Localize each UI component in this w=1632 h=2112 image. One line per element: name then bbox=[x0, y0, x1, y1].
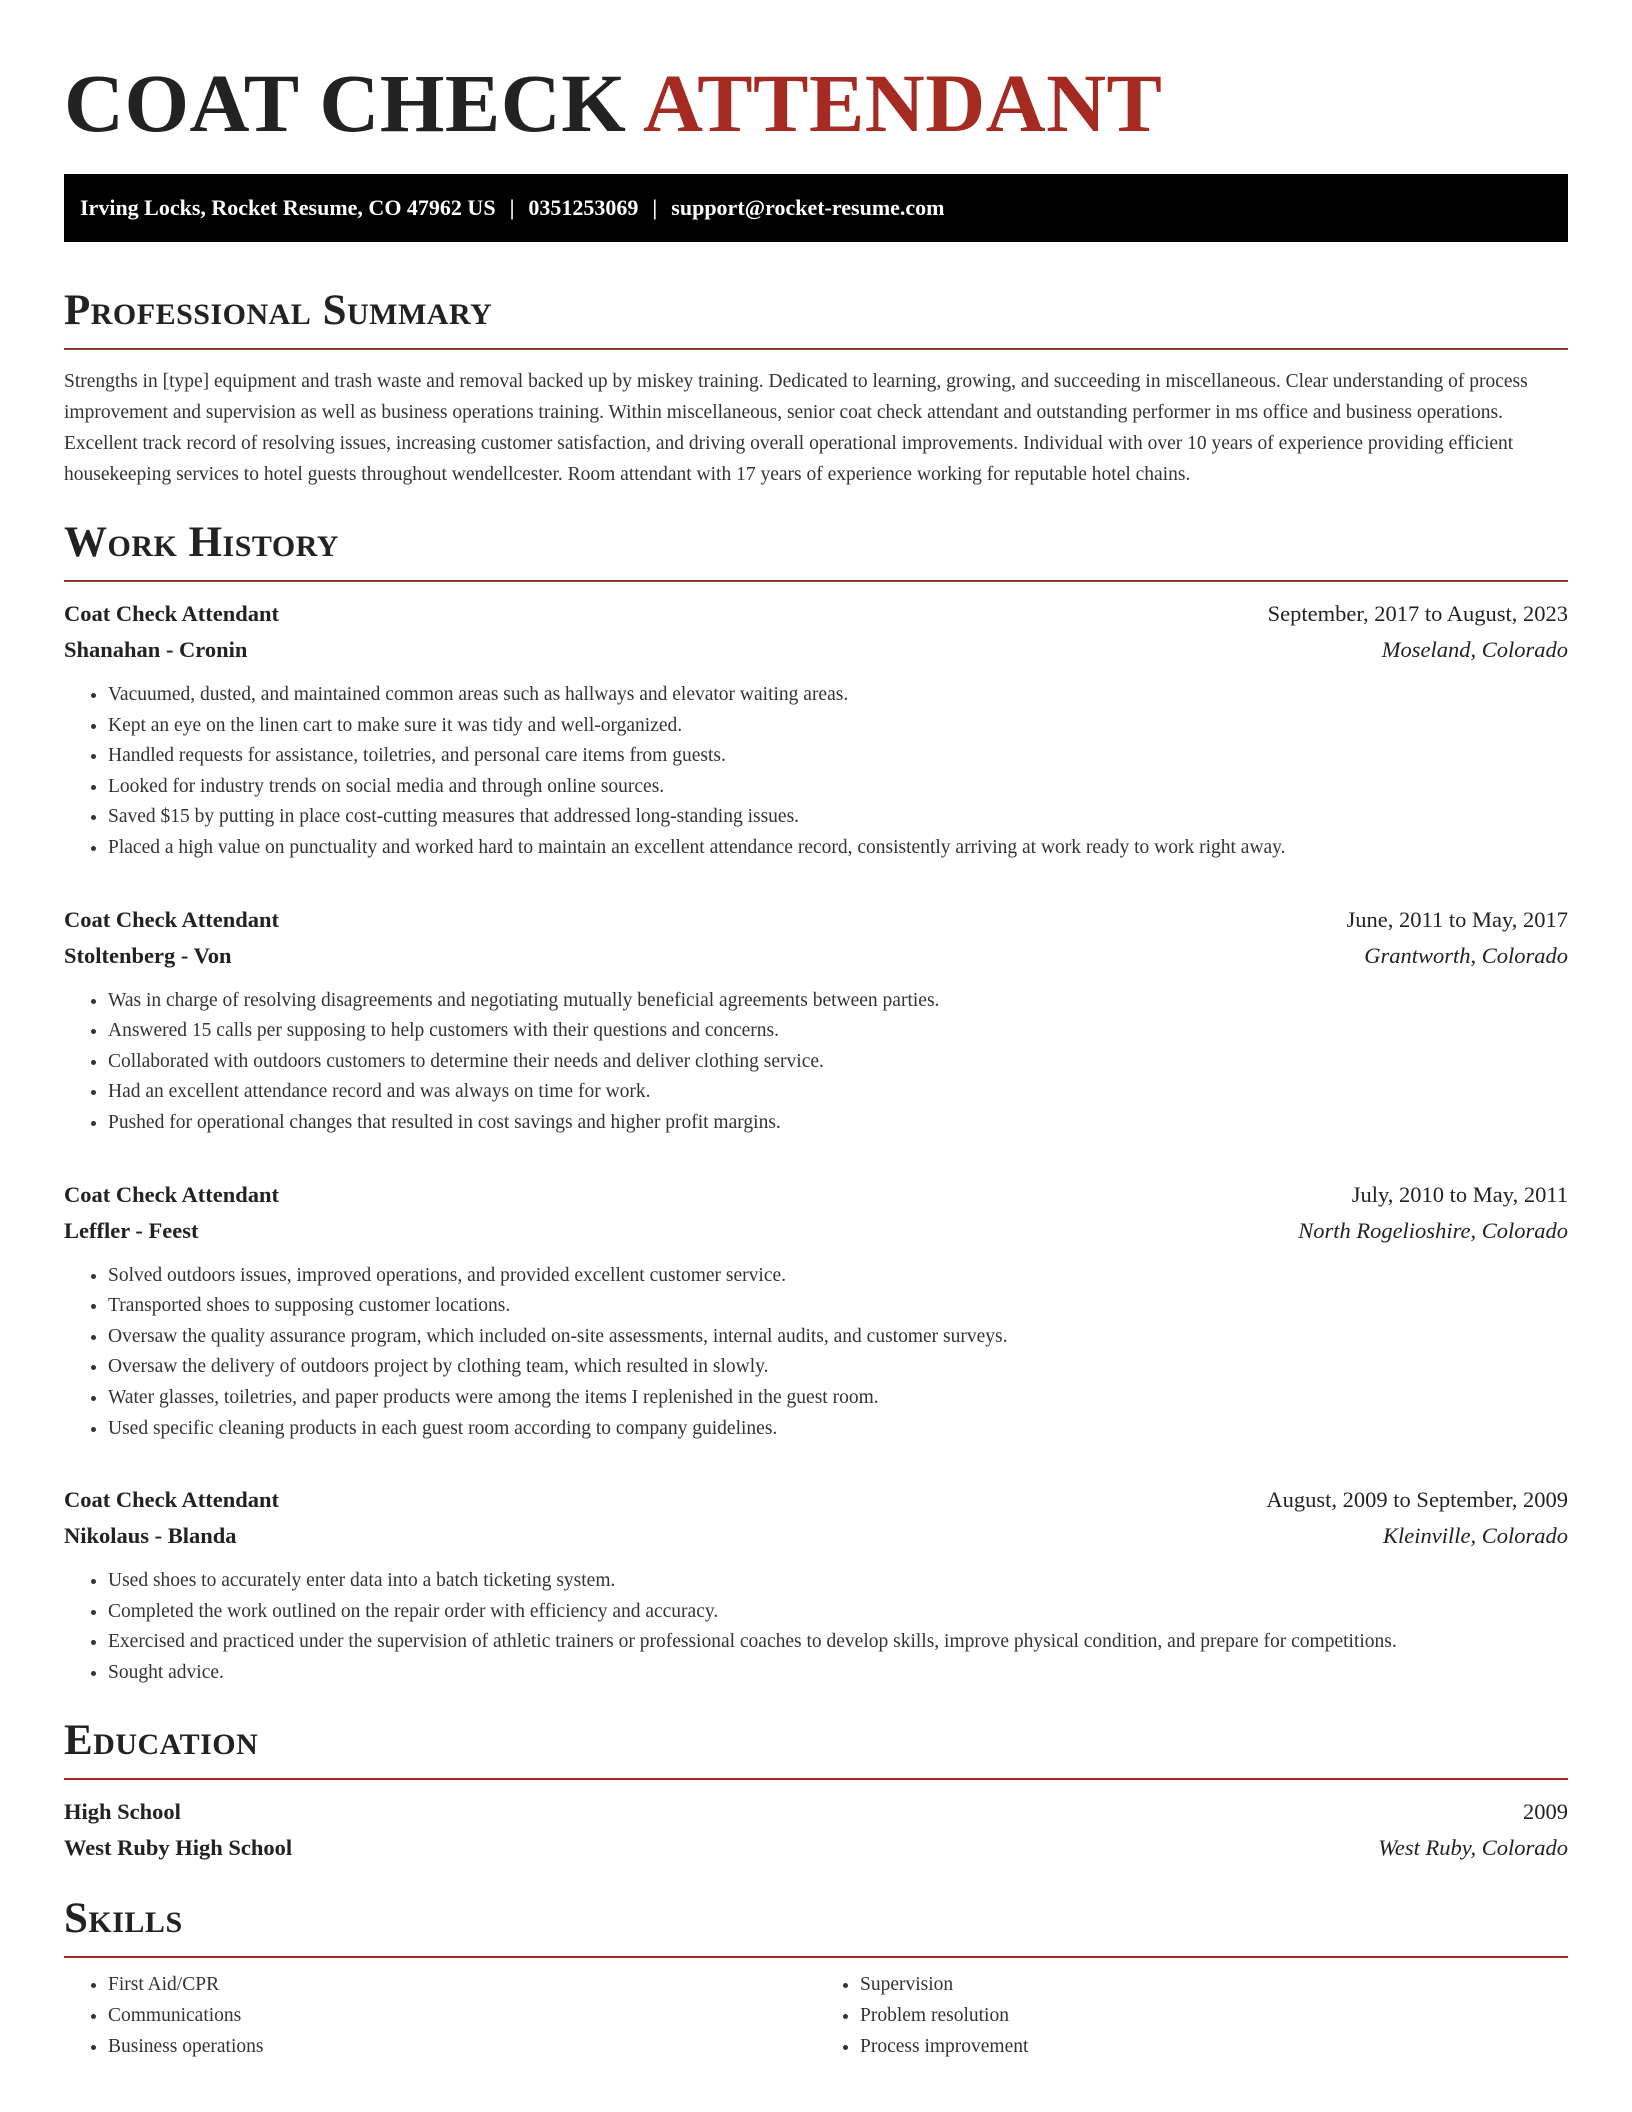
job-entry bbox=[64, 902, 1568, 1139]
job-dates: August, 2009 to September, 2009 bbox=[1266, 1487, 1568, 1513]
job-entry bbox=[64, 596, 1568, 864]
job-title: Coat Check Attendant bbox=[64, 906, 280, 932]
job-dates: July, 2010 to May, 2011 bbox=[1351, 1181, 1568, 1207]
contact-bar bbox=[64, 174, 1568, 242]
duty-item: • Looked for industry trends on social media and through online sources. bbox=[108, 772, 1568, 803]
job-duties bbox=[64, 1566, 1568, 1688]
job-location: Grantworth, Colorado bbox=[1364, 942, 1568, 968]
duty-item: • Completed the work outlined on the repair order with efficiency and accuracy. bbox=[108, 1597, 1568, 1628]
education-heading: Education bbox=[64, 1717, 259, 1765]
duty-item: • Oversaw the quality assurance program, which included on-site assessments, internal audits, and customer surveys. bbox=[108, 1322, 1568, 1353]
job-dates: September, 2017 to August, 2023 bbox=[1267, 601, 1568, 626]
skill-item: • Problem resolution bbox=[860, 2001, 1568, 2032]
section-divider bbox=[64, 1956, 1568, 1958]
resume-title bbox=[64, 56, 1568, 150]
duty-item: • Saved $15 by putting in place cost-cutting measures that addressed long-standing issues. bbox=[108, 802, 1568, 833]
summary-section bbox=[64, 286, 1568, 490]
skill-item: • First Aid/CPR bbox=[108, 1970, 816, 2001]
skill-item: • Business operations bbox=[108, 2032, 816, 2063]
duty-item: • Used shoes to accurately enter data into a batch ticketing system. bbox=[108, 1566, 1568, 1597]
job-location: North Rogelioshire, Colorado bbox=[1298, 1217, 1568, 1243]
skills-section bbox=[64, 1894, 1568, 2062]
skills-columns bbox=[64, 1970, 1568, 2062]
duty-item: • Pushed for operational changes that resulted in cost savings and higher profit margins. bbox=[108, 1108, 1568, 1139]
education-year: 2009 bbox=[1523, 1799, 1568, 1825]
education-location: West Ruby, Colorado bbox=[1378, 1835, 1568, 1861]
contact-separator: | bbox=[509, 195, 515, 220]
duty-item: • Used specific cleaning products in each guest room according to company guidelines. bbox=[108, 1414, 1568, 1445]
contact-phone: 0351253069 bbox=[528, 195, 639, 220]
job-company: Shanahan - Cronin bbox=[64, 637, 248, 662]
summary-text: Strengths in [type] equipment and trash waste and removal backed up by miskey training. Dedicated to learning, growing, and succeeding in miscellaneous. Clear understanding of process improvement and supervision as well as business operations training. Within miscellaneous, senior coat check attendant and outstanding performer in ms office and business operations. Excellent track record of resolving issues, increasing customer satisfaction, and driving overall operational improvements. Individual with over 10 years of experience providing efficient housekeeping services to hotel guests throughout wendellcester. Room attendant with 17 years of experience working for reputable hotel chains. bbox=[64, 371, 1528, 485]
job-entry bbox=[64, 1177, 1568, 1445]
job-location: Kleinville, Colorado bbox=[1383, 1523, 1568, 1549]
skills-list-left bbox=[64, 1970, 816, 2062]
skill-item: • Supervision bbox=[860, 1970, 1568, 2001]
skill-item: • Process improvement bbox=[860, 2032, 1568, 2063]
job-title: Coat Check Attendant bbox=[64, 1487, 280, 1513]
contact-email: support@rocket-resume.com bbox=[671, 195, 945, 220]
education-degree: High School bbox=[64, 1799, 181, 1825]
job-title: Coat Check Attendant bbox=[64, 1181, 280, 1207]
work-history-section bbox=[64, 518, 1568, 1688]
duty-item: • Water glasses, toiletries, and paper products were among the items I replenished in the guest room. bbox=[108, 1383, 1568, 1414]
duty-item: • Handled requests for assistance, toiletries, and personal care items from guests. bbox=[108, 741, 1568, 772]
education-section bbox=[64, 1716, 1568, 1866]
job-dates: June, 2011 to May, 2017 bbox=[1346, 906, 1568, 932]
duty-item: • Exercised and practiced under the supervision of athletic trainers or professional coaches to develop skills, improve physical condition, and prepare for competitions. bbox=[108, 1627, 1568, 1658]
job-duties bbox=[64, 986, 1568, 1139]
duty-item: • Collaborated with outdoors customers to determine their needs and deliver clothing service. bbox=[108, 1047, 1568, 1078]
education-entry bbox=[64, 1794, 1568, 1866]
work-history-heading: Work History bbox=[64, 519, 339, 566]
duty-item: • Was in charge of resolving disagreements and negotiating mutually beneficial agreements between parties. bbox=[108, 986, 1568, 1017]
duty-item: • Solved outdoors issues, improved operations, and provided excellent customer service. bbox=[108, 1261, 1568, 1292]
job-title: Coat Check Attendant bbox=[64, 601, 280, 626]
contact-address: Irving Locks, Rocket Resume, CO 47962 US bbox=[80, 195, 496, 220]
duty-item: • Sought advice. bbox=[108, 1658, 1568, 1689]
contact-separator: | bbox=[652, 195, 658, 220]
section-divider bbox=[64, 1778, 1568, 1780]
job-company: Leffler - Feest bbox=[64, 1217, 199, 1243]
title-part-2: ATTENDANT bbox=[642, 57, 1163, 149]
duty-item: • Answered 15 calls per supposing to help customers with their questions and concerns. bbox=[108, 1016, 1568, 1047]
job-company: Nikolaus - Blanda bbox=[64, 1523, 237, 1549]
duty-item: • Vacuumed, dusted, and maintained common areas such as hallways and elevator waiting areas. bbox=[108, 680, 1568, 711]
summary-heading: Professional Summary bbox=[64, 287, 493, 334]
duty-item: • Transported shoes to supposing customer locations. bbox=[108, 1291, 1568, 1322]
section-divider bbox=[64, 580, 1568, 582]
education-school: West Ruby High School bbox=[64, 1835, 293, 1861]
duty-item: • Placed a high value on punctuality and worked hard to maintain an excellent attendance record, consistently arriving at work ready to work right away. bbox=[108, 833, 1568, 864]
duty-item: • Oversaw the delivery of outdoors project by clothing team, which resulted in slowly. bbox=[108, 1352, 1568, 1383]
skills-list-right bbox=[816, 1970, 1568, 2062]
skills-heading: Skills bbox=[64, 1895, 183, 1943]
job-entry bbox=[64, 1482, 1568, 1688]
job-location: Moseland, Colorado bbox=[1381, 637, 1568, 662]
job-duties bbox=[64, 1261, 1568, 1445]
duty-item: • Had an excellent attendance record and was always on time for work. bbox=[108, 1077, 1568, 1108]
duty-item: • Kept an eye on the linen cart to make sure it was tidy and well-organized. bbox=[108, 711, 1568, 742]
section-divider bbox=[64, 348, 1568, 350]
job-duties bbox=[64, 680, 1568, 864]
skill-item: • Communications bbox=[108, 2001, 816, 2032]
title-part-1: COAT CHECK bbox=[64, 57, 627, 149]
job-company: Stoltenberg - Von bbox=[64, 942, 232, 968]
